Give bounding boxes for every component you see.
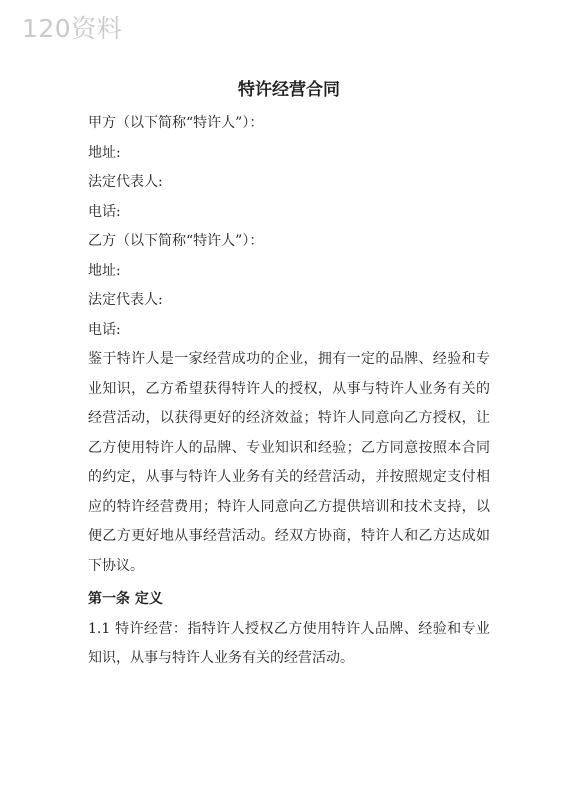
document-title: 特许经营合同 xyxy=(238,80,340,100)
party-b-label: 乙方（以下简称“特许人”）： xyxy=(88,233,264,249)
watermark: 120资料 xyxy=(22,14,123,43)
party-a-label: 甲方（以下简称“特许人”）： xyxy=(88,115,264,131)
party-a-address-label: 地址: xyxy=(88,144,121,161)
clause-1-1: 1.1 特许经营：指特许人授权乙方使用特许人品牌、经验和专业知识，从事与特许人业务有关的经营活动。 xyxy=(88,620,490,666)
party-b-phone-label: 电话: xyxy=(88,321,121,338)
contract-page xyxy=(88,76,490,674)
preamble-paragraph: 鉴于特许人是一家经营成功的企业，拥有一定的品牌、经验和专业知识，乙方希望获得特许人的授权，从事与特许人业务有关的经营活动，以获得更好的经济效益；特许人同意向乙方授权，让乙方使用特许人的品牌、专业知识和经验；乙方同意按照本合同的约定，从事与特许人业务有关的经营活动，并按照规定支付相应的特许经营费用；特许人同意向乙方提供培训和技术支持，以便乙方更好地从事经营活动。经双方协商，特许人和乙方达成如下协议。 xyxy=(88,351,490,574)
party-b-legal-rep-label: 法定代表人: xyxy=(88,292,163,308)
party-a-legal-rep-label: 法定代表人: xyxy=(88,174,163,190)
party-b-address-label: 地址: xyxy=(88,262,121,279)
article-1-heading: 第一条 定义 xyxy=(88,591,163,607)
party-a-phone-label: 电话: xyxy=(88,203,121,220)
